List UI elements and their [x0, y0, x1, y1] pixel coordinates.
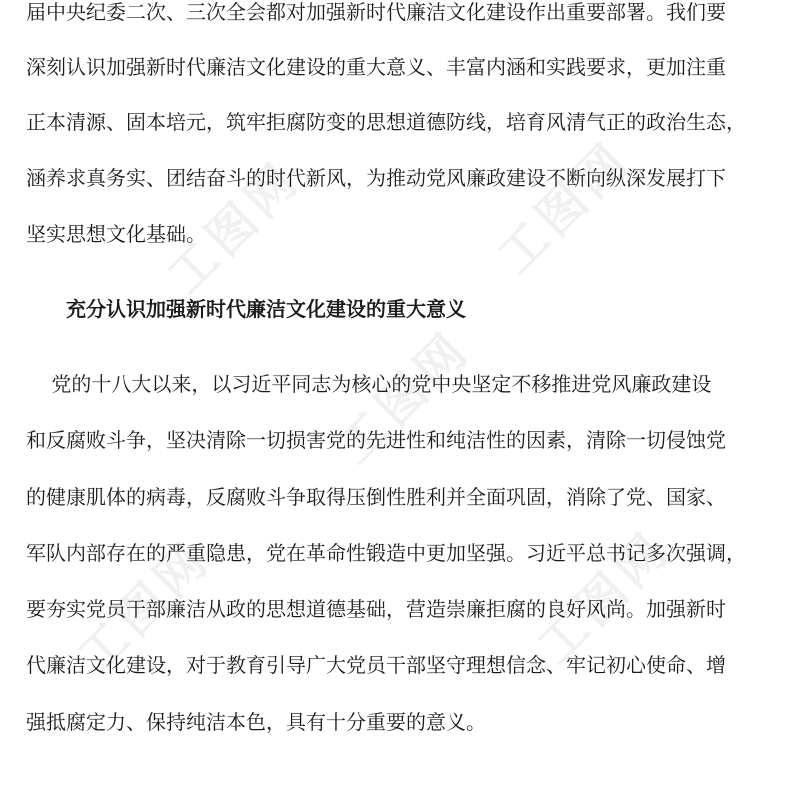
watermark: 工图网	[527, 520, 682, 675]
watermark: 工图网	[157, 150, 312, 305]
watermark: 工图网	[487, 130, 642, 285]
text-line: 正本清源、固本培元，筑牢拒腐防变的思想道德防线，培育风清气正的政治生态，	[26, 110, 746, 134]
text-line: 届中央纪委二次、三次全会都对加强新时代廉洁文化建设作出重要部署。我们要	[26, 0, 726, 24]
text-line: 涵养求真务实、团结奋斗的时代新风，为推动党风廉政建设不断向纵深发展打下	[26, 166, 726, 190]
watermark: 工图网	[327, 320, 482, 475]
text-line: 的健康肌体的病毒，反腐败斗争取得压倒性胜利并全面巩固，消除了党、国家、	[26, 485, 726, 509]
watermark: 工图网	[67, 530, 222, 685]
text-line: 要夯实党员干部廉洁从政的思想道德基础，营造崇廉拒腐的良好风尚。加强新时	[26, 597, 726, 621]
text-line: 代廉洁文化建设，对于教育引导广大党员干部坚守理想信念、牢记初心使命、增	[26, 653, 726, 677]
text-line: 强抵腐定力、保持纯洁本色，具有十分重要的意义。	[26, 710, 486, 734]
text-line: 军队内部存在的严重隐患，党在革命性锻造中更加坚强。习近平总书记多次强调，	[26, 541, 746, 565]
text-line: 深刻认识加强新时代廉洁文化建设的重大意义、丰富内涵和实践要求，更加注重	[26, 55, 726, 79]
text-line: 坚实思想文化基础。	[26, 222, 206, 246]
section-heading: 充分认识加强新时代廉洁文化建设的重大意义	[66, 297, 466, 321]
text-line: 党的十八大以来，以习近平同志为核心的党中央坚定不移推进党风廉政建设	[26, 372, 712, 396]
text-line: 和反腐败斗争，坚决清除一切损害党的先进性和纯洁性的因素，清除一切侵蚀党	[26, 428, 726, 452]
